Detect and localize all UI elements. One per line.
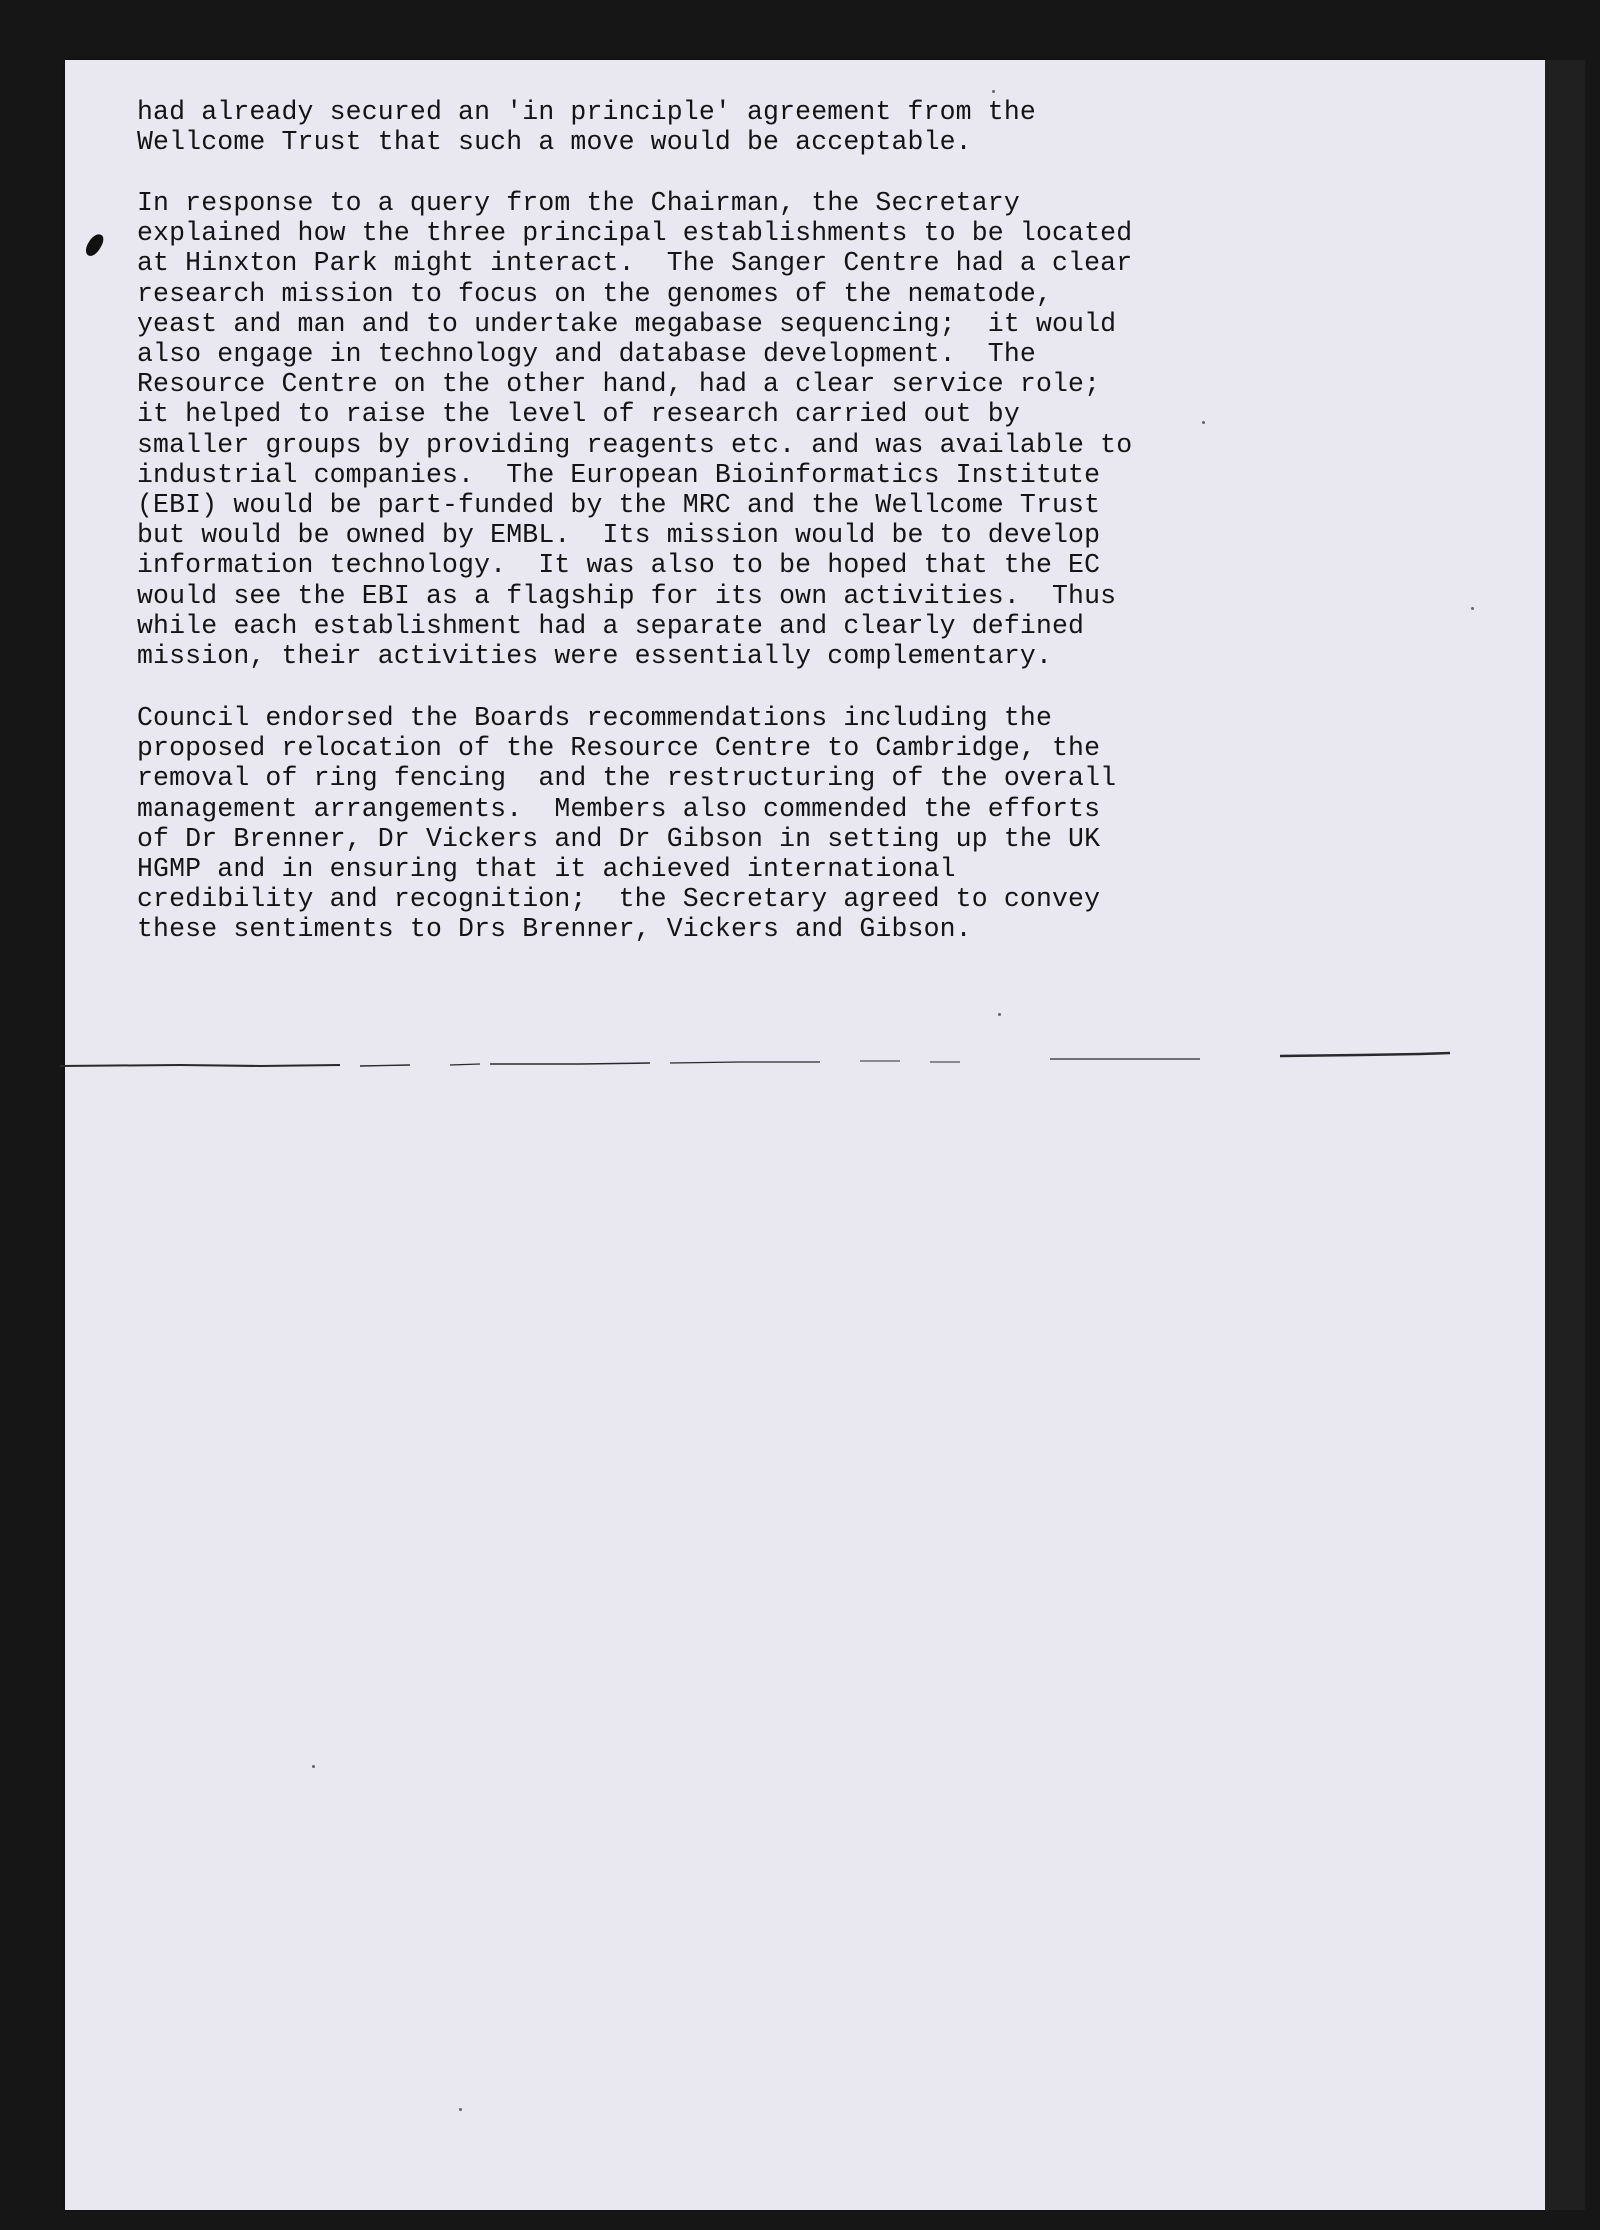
dust-speck [312,1765,315,1768]
paragraph-council-endorsement: Council endorsed the Boards recommendations including the proposed relocation of the Resource Centre to Cambridge, the removal of ring fencing and the restructuring of the overall management arrangements. Members also commended the efforts of Dr Brenner, Dr Vickers and Dr Gibson in setting up the UK HGMP and in ensuring that it achieved international credibility and recognition; the Secretary agreed to convey these sentiments to Drs Brenner, Vickers and Gibson. [137,703,1117,945]
dust-speck [992,90,995,93]
dust-speck [459,2108,462,2111]
scanned-divider-line [60,1050,1555,1078]
dust-speck [1471,607,1474,610]
paragraph-wellcome-agreement: had already secured an 'in principle' agreement from the Wellcome Trust that such a move would be acceptable. [137,97,1036,158]
document-page [65,60,1545,2210]
dust-speck [1202,421,1205,424]
scan-edge-strip [1545,60,1585,2210]
paragraph-hinxton-park-establishments: In response to a query from the Chairman, the Secretary explained how the three principal establishments to be located at Hinxton Park might interact. The Sanger Centre had a clear research mission to focus on the genomes of the nematode, yeast and man and to undertake megabase sequencing; it would also engage in technology and database development. The Resource Centre on the other hand, had a clear service role; it helped to raise the level of research carried out by smaller groups by providing reagents etc. and was available to industrial companies. The European Bioinformatics Institute (EBI) would be part-funded by the MRC and the Wellcome Trust but would be owned by EMBL. Its mission would be to develop information technology. It was also to be hoped that the EC would see the EBI as a flagship for its own activities. Thus while each establishment had a separate and clearly defined mission, their activities were essentially complementary. [137,188,1133,672]
dust-speck [998,1013,1001,1016]
ink-blot-mark [83,231,106,258]
